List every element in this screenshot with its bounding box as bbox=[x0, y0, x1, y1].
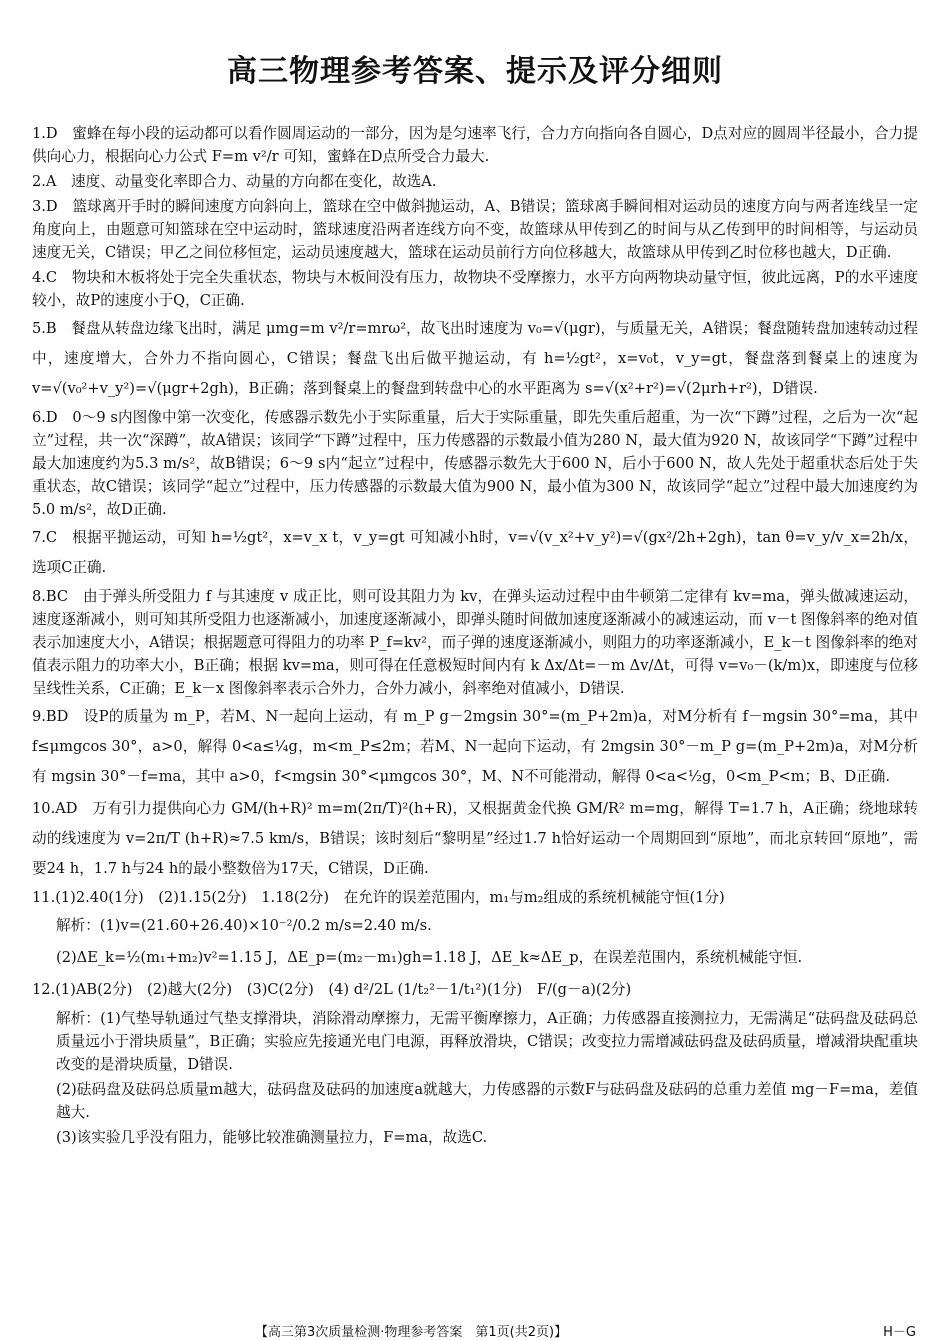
answer-item-2: 2.A 速度、动量变化率即合力、动量的方向都在变化，故选A. bbox=[32, 173, 437, 190]
answer-item-12: 12.(1)AB(2分) (2)越大(2分) (3)C(2分) (4) d²/2L (1/t₂²－1/t₁²)(1分) F/(g－a)(2分) bbox=[32, 981, 632, 998]
footer-page-info: 【高三第3次质量检测·物理参考答案 第1页(共2页)】 bbox=[255, 1325, 568, 1340]
answer-item-10: 10.AD 万有引力提供向心力 GM/(h+R)² m=m(2π/T)²(h+R)，又根据黄金代换 GM/R² m=mg，解得 T=1.7 h，A正确；绕地球转动的线速度为 v=2π/T (h+R)≈7.5 km/s，B错误；该时刻后“黎明星”经过1.7 h恰好运动一个周期回到“原地”，而北京转回“原地”，需要24 h，1.7 h与24 h的最小整数倍为17天，C错误，D正确. bbox=[32, 800, 918, 877]
answer-item-12-analysis-1: 解析：(1)气垫导轨通过气垫支撑滑块，消除滑动摩擦力，无需平衡摩擦力，A正确；力传感器直接测拉力，无需满足“砝码盘及砝码总质量远小于滑块质量”，B正确；实验应先接通光电门电源，再释放滑块，C错误；改变拉力需增减砝码盘及砝码质量，增减滑块配重块改变的是滑块质量，D错误. bbox=[56, 1010, 918, 1073]
answer-item-12-analysis-2: (2)砝码盘及砝码总质量m越大，砝码盘及砝码的加速度a就越大，力传感器的示数F与砝码盘及砝码的总重力差值 mg－F=ma，差值越大. bbox=[56, 1081, 918, 1121]
answer-item-4: 4.C 物块和木板将处于完全失重状态，物块与木板间没有压力，故物块不受摩擦力，水平方向两物块动量守恒，彼此远离，P的水平速度较小，故P的速度小于Q，C正确. bbox=[32, 269, 918, 309]
page-title: 高三物理参考答案、提示及评分细则 bbox=[227, 54, 723, 89]
answer-item-8: 8.BC 由于弹头所受阻力 f 与其速度 v 成正比，则可设其阻力为 kv，在弹头运动过程中由牛顿第二定律有 kv=ma，弹头做减速运动，速度逐渐减小，则可知其所受阻力也逐渐减小，加速度逐渐减小，即弹头随时间做加速度逐渐减小的减速运动，而 v－t 图像斜率的绝对值表示加速度大小，A错误；根据题意可得阻力的功率 P_f=kv²，而子弹的速度逐渐减小，则阻力的功率逐渐减小，E_k－t 图像斜率的绝对值表示阻力的功率大小，B正确；根据 kv=ma，则可得在任意极短时间内有 k Δx/Δt=－m Δv/Δt，可得 v=v₀－(k/m)x，即速度与位移呈线性关系，C正确；E_k－x 图像斜率表示合外力，合外力减小，斜率绝对值减小，D错误. bbox=[32, 588, 918, 697]
answer-item-1: 1.D 蜜蜂在每小段的运动都可以看作圆周运动的一部分，因为是匀速率飞行，合力方向指向各自圆心，D点对应的圆周半径最小，合力提供向心力，根据向心力公式 F=m v²/r 可知，蜜蜂在D点所受合力最大. bbox=[32, 125, 918, 165]
answer-item-11: 11.(1)2.40(1分) (2)1.15(2分) 1.18(2分) 在允许的误差范围内，m₁与m₂组成的系统机械能守恒(1分) bbox=[32, 889, 725, 906]
answer-item-6: 6.D 0～9 s内图像中第一次变化，传感器示数先小于实际重量，后大于实际重量，即先失重后超重，为一次“下蹲”过程，之后为一次“起立”过程，共一次“深蹲”，故A错误；该同学“下蹲”过程中，压力传感器的示数最小值为280 N，最大值为920 N，故该同学“下蹲”过程中最大加速度约为5.3 m/s²，故B错误；6～9 s内“起立”过程中，传感器示数先大于600 N，后小于600 N，故人先处于超重状态后处于失重状态，故C错误；该同学“起立”过程中，压力传感器的示数最大值为900 N，最小值为300 N，故该同学“起立”过程中最大加速度约为5.0 m/s²，故D正确. bbox=[32, 409, 918, 518]
answer-item-3: 3.D 篮球离开手时的瞬间速度方向斜向上，篮球在空中做斜抛运动，A、B错误；篮球离手瞬间相对运动员的速度方向与两者连线呈一定角度向上，由题意可知篮球在空中运动时，篮球速度沿两者连线方向不变，故篮球从甲传到乙的时间与从乙传到甲的时间相等，与运动员速度无关，C错误；甲乙之间位移恒定，运动员速度越大，篮球在运动员前行方向位移越大，故篮球从甲传到乙时位移也越大，D正确. bbox=[32, 198, 918, 261]
footer-code: H－G bbox=[883, 1325, 916, 1340]
answer-list bbox=[32, 122, 918, 1151]
answer-item-12-analysis-3: (3)该实验几乎没有阻力，能够比较准确测量拉力，F=ma，故选C. bbox=[56, 1129, 488, 1146]
answer-item-9: 9.BD 设P的质量为 m_P，若M、N一起向上运动，有 m_P g－2mgsin 30°=(m_P+2m)a，对M分析有 f－mgsin 30°=ma，其中 f≤μmgcos 30°，a>0，解得 0<a≤¼g，m<m_P≤2m；若M、N一起向下运动，有 2mgsin 30°－m_P g=(m_P+2m)a，对M分析有 mgsin 30°－f=ma，其中 a>0，f<mgsin 30°<μmgcos 30°，M、N不可能滑动，解得 0<a<½g，0<m_P<m；B、D正确. bbox=[32, 708, 918, 785]
answer-item-11-analysis-1: 解析：(1)v=(21.60+26.40)×10⁻²/0.2 m/s=2.40 m/s. bbox=[56, 917, 432, 934]
answer-item-11-analysis-2: (2)ΔE_k=½(m₁+m₂)v²=1.15 J，ΔE_p=(m₂－m₁)gh=1.18 J，ΔE_k≈ΔE_p，在误差范围内，系统机械能守恒. bbox=[56, 949, 803, 966]
answer-item-7: 7.C 根据平抛运动，可知 h=½gt²，x=v_x t，v_y=gt 可知减小h时，v=√(v_x²+v_y²)=√(gx²/2h+2gh)，tan θ=v_y/v_x=2h/x，选项C正确. bbox=[32, 529, 918, 576]
answer-item-5: 5.B 餐盘从转盘边缘飞出时，满足 μmg=m v²/r=mrω²，故飞出时速度为 v₀=√(μgr)，与质量无关，A错误；餐盘随转盘加速转动过程中，速度增大，合外力不指向圆心，C错误；餐盘飞出后做平抛运动，有 h=½gt²，x=v₀t，v_y=gt，餐盘落到餐桌上的速度为 v=√(v₀²+v_y²)=√(μgr+2gh)，B正确；落到餐桌上的餐盘到转盘中心的水平距离为 s=√(x²+r²)=√(2μrh+r²)，D错误. bbox=[32, 320, 918, 397]
